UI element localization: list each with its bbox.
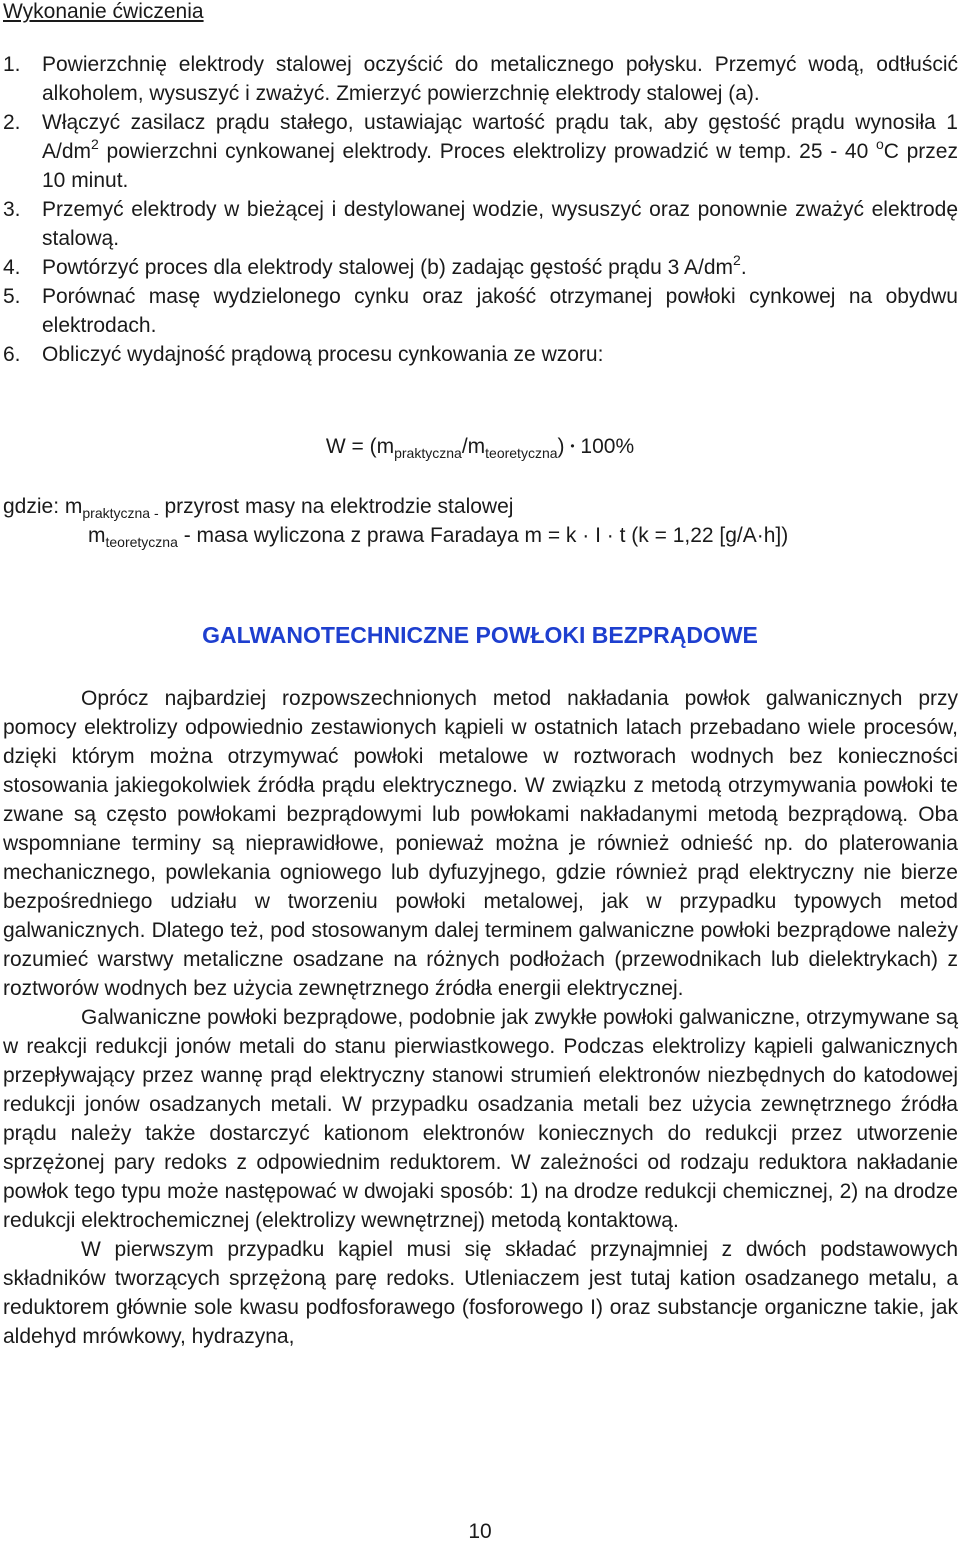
superscript: 2 — [91, 136, 99, 152]
paragraph: Oprócz najbardziej rozpowszechnionych metod nakładania powłok galwanicznych przy pomocy elektrolizy odpowiednio zestawionych kąpieli w ostatnich latach przebadano wiele procesów, dzięki którym można otrzymywać powłoki metalowe w roztworach wodnych bez konieczności stosowania jakiegokolwiek źródła prądu elektrycznego. W związku z metodą otrzymywania powłoki te zwane są często powłokami bezprądowymi lub powłokami nakładanymi metodą bezprądową. Oba wspomniane terminy są nieprawidłowe, ponieważ można je również odnieść np. do platerowania mechanicznego, powlekania ogniowego lub dyfuzyjnego, gdzie również prąd elektryczny nie bierze bezpośredniego udziału w tworzeniu powłoki metalowej, jak w przypadku typowych metod galwanicznych. Dlatego też, pod stosowanym dalej terminem galwaniczne powłoki bezprądowe należy rozumieć warstwy metaliczne osadzane na różnych podłożach (przewodnikach lub dielektrykach) z roztworów wodnych bez użycia zewnętrznego źródła energii elektrycznej. — [3, 687, 958, 1000]
step-number: 5. — [3, 285, 21, 308]
step-text: Obliczyć wydajność prądową procesu cynkowania ze wzoru: — [42, 343, 604, 366]
step-number: 6. — [3, 343, 21, 366]
formula-subscript: praktyczna — [394, 445, 462, 461]
step-text: Porównać masę wydzielonego cynku oraz jakość otrzymanej powłoki cynkowej na obydwu elektrodach. — [42, 285, 958, 337]
step-text: . — [740, 256, 747, 279]
formula-part: W = (m — [325, 435, 395, 458]
step-number: 4. — [3, 256, 21, 279]
step-4 — [0, 253, 960, 282]
step-number: 2. — [3, 111, 21, 134]
legend-text: - masa wyliczona z prawa Faradaya m = k · I · t (k = 1,22 [g/A·h]) — [177, 524, 789, 547]
formula-part: /m — [461, 435, 486, 458]
step-text: powierzchni cynkowanej elektrody. Proces elektrolizy prowadzić w temp. 25 - 40 — [98, 140, 876, 163]
step-text: C przez 10 minut. — [42, 140, 958, 192]
legend-subscript: teoretyczna — [105, 534, 178, 550]
section-title: Wykonanie ćwiczenia — [3, 0, 204, 23]
formula-part: 100% — [580, 435, 635, 458]
paragraph: W pierwszym przypadku kąpiel musi się składać przynajmniej z dwóch podstawowych składników tworzących sprzężoną parę redoks. Utleniaczem jest tutaj kation osadzanego metalu, a reduktorem głównie sole kwasu podfosforawego (fosforowego I) oraz substancje organiczne takie, jak aldehyd mrówkowy, hydrazyna, — [3, 1238, 958, 1348]
formula-legend-line-1 — [3, 492, 513, 521]
superscript: 2 — [733, 252, 741, 268]
step-5 — [0, 282, 960, 340]
step-6 — [0, 340, 960, 369]
legend-text: przyrost masy na elektrodzie stalowej — [158, 495, 514, 518]
formula-subscript: teoretyczna — [485, 445, 558, 461]
formula-legend-line-2 — [88, 521, 788, 550]
procedure-steps — [0, 50, 960, 369]
multiply-dot: • — [570, 439, 575, 453]
formula-part: ) — [557, 435, 565, 458]
step-text: Powtórzyć proces dla elektrody stalowej (b) zadając gęstość prądu 3 A/dm — [42, 256, 734, 279]
paragraph: Galwaniczne powłoki bezprądowe, podobnie jak zwykłe powłoki galwaniczne, otrzymywane są w reakcji redukcji jonów metali do stanu pierwiastkowego. Podczas elektrolizy kąpieli galwanicznych przepływający przez wannę prąd elektryczny stanowi strumień elektronów niezbędnych do katodowej redukcji jonów osadzanych metali. W przypadku osadzania metali bez użycia zewnętrznego źródła prądu należy także dostarczyć kationom elektronów koniecznych do redukcji przez utworzenie sprzężonej pary redoks z odpowiednim reduktorem. W zależności od rodzaju reduktora nakładanie powłok tego typu może następować w dwojaki sposób: 1) na drodze redukcji chemicznej, 2) na drodze redukcji elektrochemicznej (elektrolizy wewnętrznej) metodą kontaktową. — [3, 1006, 958, 1232]
section-heading: GALWANOTECHNICZNE POWŁOKI BEZPRĄDOWE — [202, 622, 758, 648]
step-3 — [0, 195, 960, 253]
legend-subscript: praktyczna - — [82, 505, 159, 521]
step-number: 1. — [3, 53, 21, 76]
step-number: 3. — [3, 198, 21, 221]
step-2 — [0, 108, 960, 195]
step-text: Włączyć zasilacz prądu stałego, ustawiając wartość prądu tak, aby gęstość prądu wynosiła 1 A/dm — [42, 111, 958, 163]
legend-text: gdzie: m — [3, 495, 83, 518]
step-text: Powierzchnię elektrody stalowej oczyścić do metalicznego połysku. Przemyć wodą, odtłuścić alkoholem, wysuszyć i zważyć. Zmierzyć powierzchnię elektrody stalowej (a). — [42, 53, 958, 105]
step-text: Przemyć elektrody w bieżącej i destylowanej wodzie, wysuszyć oraz ponownie zważyć elektrodę stalową. — [42, 198, 958, 250]
page-number: 10 — [468, 1520, 492, 1543]
step-1 — [0, 50, 960, 108]
superscript: o — [875, 136, 884, 152]
legend-text: m — [88, 524, 106, 547]
efficiency-formula — [0, 432, 960, 461]
body-text — [3, 684, 958, 1351]
